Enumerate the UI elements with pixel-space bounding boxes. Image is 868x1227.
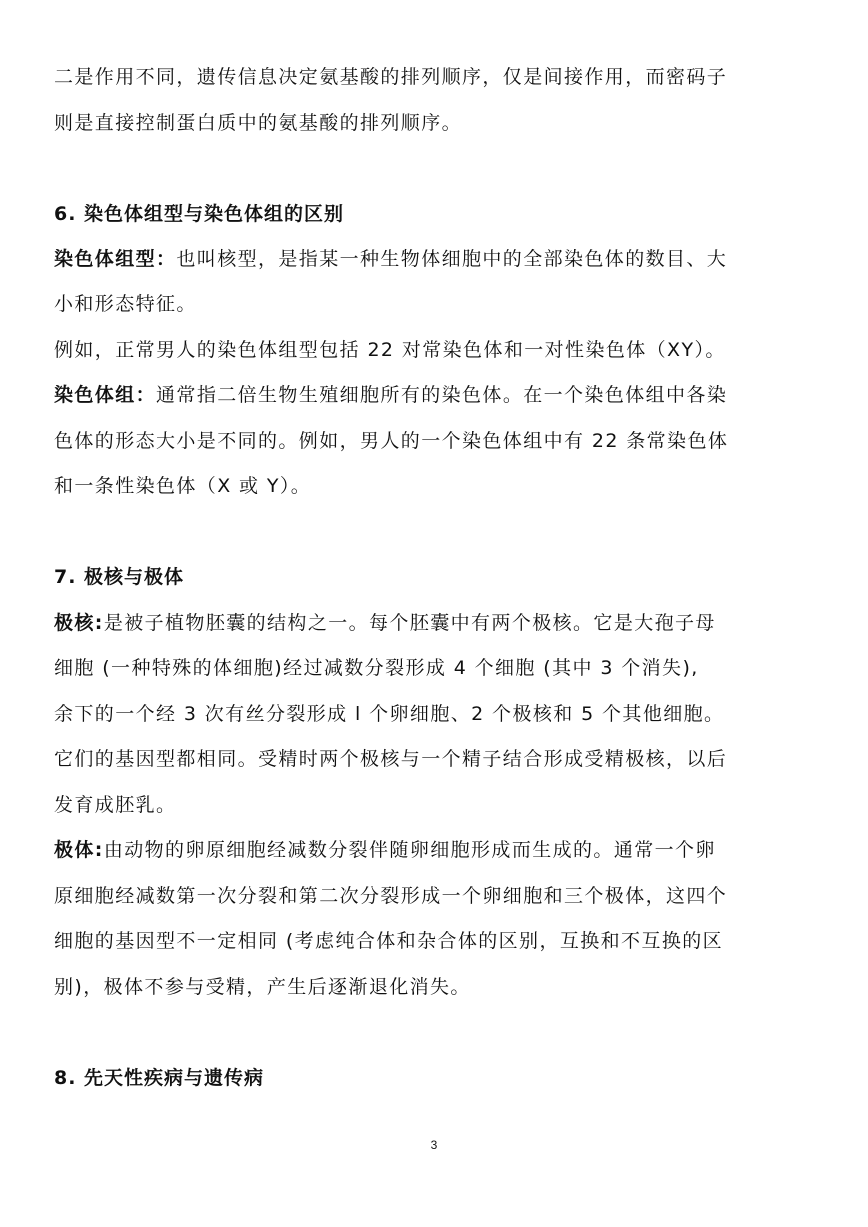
karyotype-term: 染色体组型： [54,248,177,270]
polar-nuclei-line-4: 它们的基因型都相同。受精时两个极核与一个精子结合形成受精极核，以后 [54,748,728,770]
polar-nuclei-line-3: 余下的一个经 3 次有丝分裂形成 l 个卵细胞、2 个极核和 5 个其他细胞。 [54,703,725,725]
intro-line-1: 二是作用不同，遗传信息决定氨基酸的排列顺序，仅是间接作用，而密码子 [54,66,728,88]
section-7-heading: 7. 极核与极体 [54,566,185,588]
polar-body-line-3: 细胞的基因型不一定相同 (考虑纯合体和杂合体的区别，互换和不互换的区 [54,930,724,952]
polar-nuclei-line-1 [54,610,824,636]
karyotype-example-line: 例如，正常男人的染色体组型包括 22 对常染色体和一对性染色体（XY）。 [54,339,726,361]
genome-line-3: 和一条性染色体（X 或 Y）。 [54,475,312,497]
karyotype-line-2: 小和形态特征。 [54,293,197,315]
polar-nuclei-text-1: 是被子植物胚囊的结构之一。每个胚囊中有两个极核。它是大孢子母 [103,612,716,634]
polar-body-text-1: 由动物的卵原细胞经减数分裂伴随卵细胞形成而生成的。通常一个卵 [103,839,716,861]
polar-nuclei-line-5: 发育成胚乳。 [54,794,177,816]
karyotype-line-1 [54,246,824,272]
intro-line-2: 则是直接控制蛋白质中的氨基酸的排列顺序。 [54,112,463,134]
genome-term: 染色体组： [54,384,157,406]
polar-body-term: 极体: [54,839,104,861]
genome-line-2: 色体的形态大小是不同的。例如，男人的一个染色体组中有 22 条常染色体 [54,430,729,452]
karyotype-text-1: 也叫核型，是指某一种生物体细胞中的全部染色体的数目、大 [176,248,728,270]
polar-body-line-4: 别)，极体不参与受精，产生后逐渐退化消失。 [54,976,471,998]
polar-nuclei-term: 极核: [54,612,104,634]
polar-body-line-2: 原细胞经减数第一次分裂和第二次分裂形成一个卵细胞和三个极体，这四个 [54,885,728,907]
page-number: 3 [430,1138,438,1152]
genome-text-1: 通常指二倍生物生殖细胞所有的染色体。在一个染色体组中各染 [156,384,728,406]
polar-nuclei-line-2: 细胞 (一种特殊的体细胞)经过减数分裂形成 4 个细胞 (其中 3 个消失), [54,657,699,679]
section-8-heading: 8. 先天性疾病与遗传病 [54,1067,265,1089]
polar-body-line-1 [54,837,824,863]
genome-line-1 [54,382,824,408]
section-6-heading: 6. 染色体组型与染色体组的区别 [54,203,345,225]
